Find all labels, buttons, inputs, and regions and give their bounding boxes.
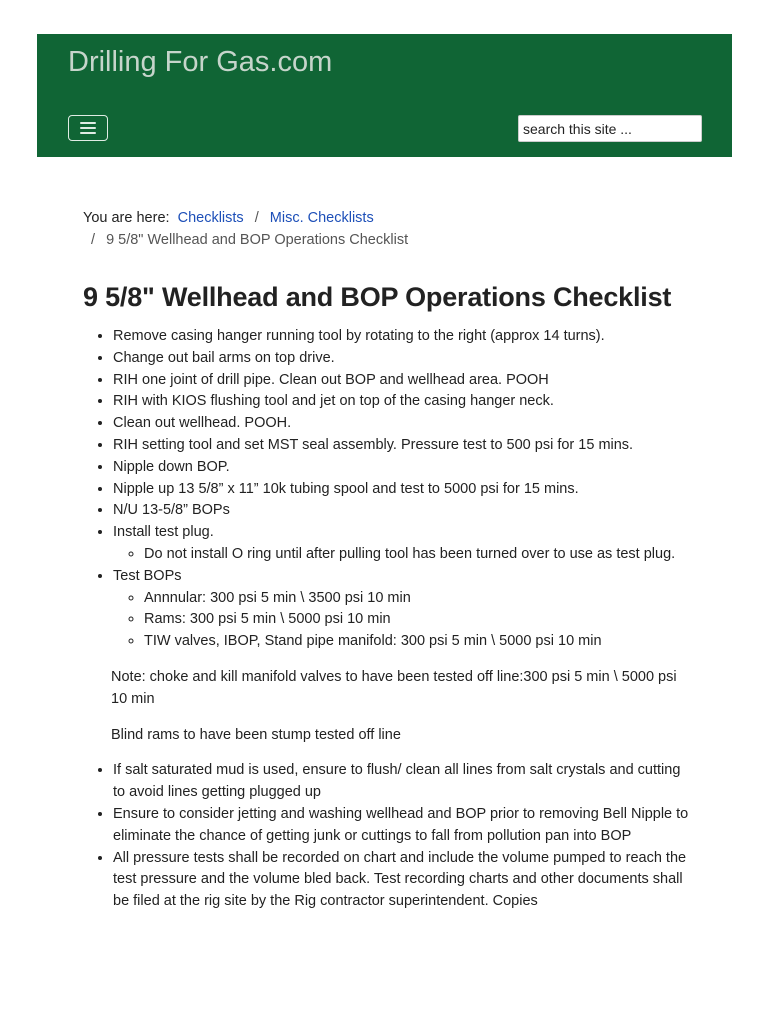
list-item: • Clean out wellhead. POOH. [113, 413, 693, 435]
checklist-secondary [83, 760, 693, 913]
list-item: • Remove casing hanger running tool by rotating to the right (approx 14 turns). [113, 326, 693, 348]
hamburger-icon-bar-3 [80, 132, 96, 134]
list-item: • N/U 13-5/8” BOPs [113, 500, 693, 522]
list-item: • Ensure to consider jetting and washing wellhead and BOP prior to removing Bell Nipple to eliminate the chance of getting junk or cuttings to fall from pollution pan into BOP [113, 804, 693, 848]
note-paragraph: Blind rams to have been stump tested off line [111, 726, 401, 743]
note-paragraph: Note: choke and kill manifold valves to have been tested off line:300 psi 5 min \ 5000 psi 10 min [111, 668, 677, 707]
hamburger-icon-bar-2 [80, 127, 96, 129]
breadcrumb-lead: You are here: [83, 210, 170, 226]
list-item: • If salt saturated mud is used, ensure to flush/ clean all lines from salt crystals and cutting to avoid lines getting plugged up [113, 760, 693, 804]
breadcrumb-link-misc-checklists[interactable]: Misc. Checklists [269, 210, 374, 226]
page-title: 9 5/8" Wellhead and BOP Operations Checklist [83, 282, 672, 312]
breadcrumb-link-checklists[interactable]: Checklists [177, 210, 244, 226]
list-item: • Change out bail arms on top drive. [113, 348, 693, 370]
breadcrumb-current: 9 5/8" Wellhead and BOP Operations Checklist [106, 232, 409, 248]
list-item: • RIH setting tool and set MST seal assembly. Pressure test to 500 psi for 15 mins. [113, 435, 693, 457]
list-item: • RIH with KIOS flushing tool and jet on top of the casing hanger neck. [113, 391, 693, 413]
list-item: • RIH one joint of drill pipe. Clean out BOP and wellhead area. POOH [113, 370, 693, 392]
list-item-text: Test BOPs [113, 567, 182, 584]
list-item: • Nipple down BOP. [113, 457, 693, 479]
list-item-test-bops [113, 566, 693, 653]
breadcrumb [83, 207, 693, 251]
hamburger-icon [80, 122, 96, 124]
list-item-text: Install test plug. [113, 524, 214, 541]
breadcrumb-row-2 [83, 229, 693, 251]
sub-list-item: ◦ Do not install O ring until after pulling tool has been turned over to use as test plug. [144, 544, 693, 566]
site-header [37, 34, 732, 157]
breadcrumb-row-1 [83, 207, 693, 229]
sub-list-item: ◦ Rams: 300 psi 5 min \ 5000 psi 10 min [144, 609, 693, 631]
sub-list [113, 588, 693, 653]
list-item: • All pressure tests shall be recorded on chart and include the volume pumped to reach the test pressure and the volume bled back. Test recording charts and other documents shall be filed at the rig site by the Rig contractor superintendent. Copies [113, 848, 693, 913]
sub-list-item: ◦ TIW valves, IBOP, Stand pipe manifold: 300 psi 5 min \ 5000 psi 10 min [144, 631, 693, 653]
sub-list [113, 544, 693, 566]
search-input[interactable] [518, 115, 702, 142]
checklist-main [83, 326, 693, 653]
breadcrumb-separator: / [91, 232, 96, 248]
menu-toggle-button[interactable] [68, 115, 108, 141]
list-item-install-test-plug [113, 522, 693, 566]
sub-list-item: ◦ Annnular: 300 psi 5 min \ 3500 psi 10 min [144, 588, 693, 610]
breadcrumb-separator: / [254, 210, 259, 226]
list-item: • Nipple up 13 5/8” x 11” 10k tubing spool and test to 5000 psi for 15 mins. [113, 479, 693, 501]
site-title[interactable]: Drilling For Gas.com [68, 46, 333, 78]
article-body [83, 326, 693, 913]
